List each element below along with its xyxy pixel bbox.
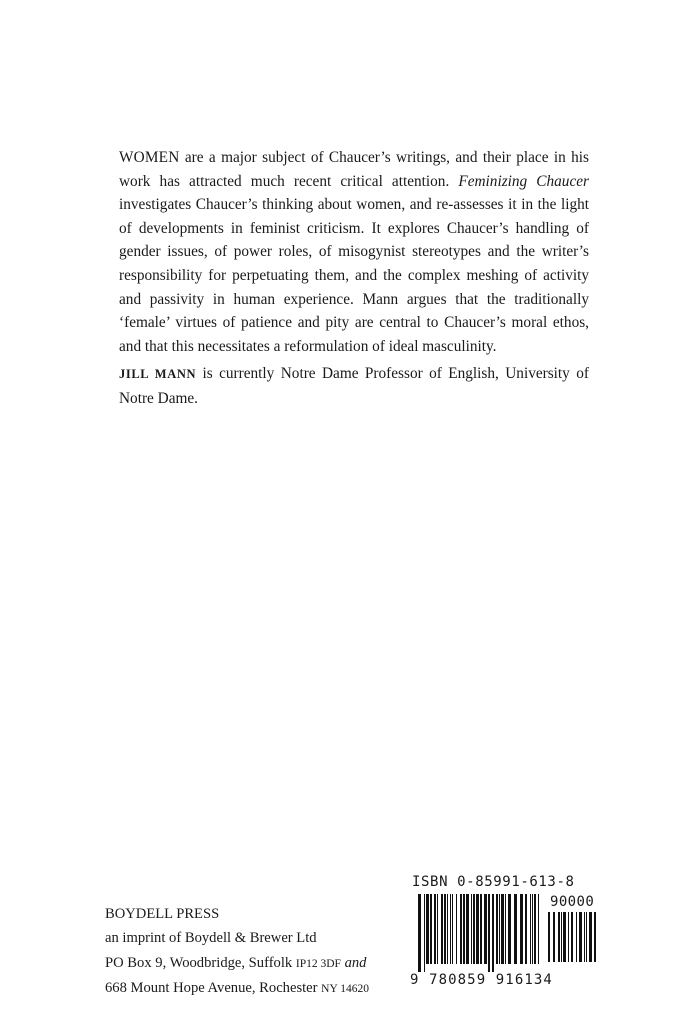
publisher-address-uk	[105, 951, 415, 976]
barcode-bar	[488, 894, 490, 972]
publisher-imprint: an imprint of Boydell & Brewer Ltd	[105, 930, 317, 947]
blurb-paragraph	[119, 146, 589, 358]
barcode-bar	[437, 894, 438, 964]
barcode-bar	[571, 912, 573, 962]
barcode-bar	[508, 894, 511, 964]
publisher-name: BOYDELL PRESS	[105, 906, 220, 922]
barcode-bar	[586, 912, 587, 962]
publisher-block	[105, 902, 415, 1001]
barcode-bar	[576, 912, 577, 962]
barcode-bar	[594, 912, 596, 962]
barcode-bar	[534, 894, 536, 964]
barcode-bar	[473, 894, 475, 964]
author-bio	[119, 362, 589, 410]
barcode-bar	[466, 894, 469, 964]
barcode-bar	[563, 912, 566, 962]
barcode-bar	[450, 894, 451, 964]
address-uk-main: PO Box 9, Woodbridge, Suffolk	[105, 954, 296, 971]
address-us-main: 668 Mount Hope Avenue, Rochester	[105, 979, 322, 996]
address-uk-postcode: IP12 3DF	[295, 957, 341, 970]
barcode-bar	[430, 894, 432, 964]
price-code-bars	[548, 912, 598, 970]
blurb-text-part-2: investigates Chaucer’s thinking about women, and re-assesses it in the light of developments in feminist criticism. It explores Chaucer’s handling of gender issues, of power roles, of misogynist stereotypes and the writer’s responsibility for perpetuating them, and the complex meshing of activity and passivity in human experience. Mann argues that the traditionally ‘female’ virtues of patience and pity are central to Chaucer’s moral ethos, and that this necessitates a reformulation of ideal masculinity.	[119, 196, 589, 355]
barcode-bar	[424, 894, 425, 972]
ean-barcode-bars	[418, 894, 540, 972]
barcode-bar	[584, 912, 585, 962]
barcode-bar	[441, 894, 443, 964]
barcode-bar	[492, 894, 494, 972]
barcode-bar	[525, 894, 527, 964]
barcode-bar	[434, 894, 436, 964]
barcode-bar	[538, 894, 539, 964]
barcode-bar	[496, 894, 498, 964]
blurb-lead-word: WOMEN	[119, 149, 180, 166]
author-name: JILL MANN	[119, 367, 197, 382]
barcode-bar	[520, 894, 523, 964]
address-us-postcode: NY 14620	[321, 982, 369, 995]
barcode-bar	[484, 894, 487, 964]
barcode-bar	[561, 912, 562, 962]
barcode-bar	[456, 894, 457, 964]
barcode-bar	[444, 894, 446, 964]
blurb-text-part-1: are a major subject of Chaucer’s writings, and their place in his work has attracted much recent critical attention.	[119, 149, 589, 190]
barcode-bar	[418, 894, 421, 972]
barcode-bar	[514, 894, 517, 964]
barcode-bar	[548, 912, 550, 962]
ean-digits: 9 780859 916134	[410, 972, 553, 988]
publisher-address-us	[105, 976, 415, 1001]
barcode-bar	[499, 894, 500, 964]
barcode-bar	[532, 894, 533, 964]
barcode-bar	[530, 894, 531, 964]
barcode-bar	[471, 894, 472, 964]
barcode-bar	[476, 894, 479, 964]
isbn-barcode	[404, 874, 604, 994]
barcode-bar	[568, 912, 569, 962]
barcode-bar	[505, 894, 506, 964]
back-cover-blurb	[119, 146, 589, 411]
author-bio-text: is currently Notre Dame Professor of English, University of Notre Dame.	[119, 365, 589, 407]
barcode-bar	[501, 894, 504, 964]
barcode-bar	[558, 912, 560, 962]
barcode-bar	[452, 894, 453, 964]
barcode-bar	[426, 894, 429, 964]
book-title: Feminizing Chaucer	[458, 172, 589, 190]
barcode-bar	[579, 912, 582, 962]
barcode-bar	[460, 894, 462, 964]
barcode-bar	[447, 894, 448, 964]
barcode-bar	[589, 912, 592, 962]
barcode-bar	[463, 894, 465, 964]
isbn-label: ISBN 0-85991-613-8	[412, 874, 575, 890]
price-code: 90000	[550, 894, 595, 910]
barcode-bar	[553, 912, 555, 962]
barcode-bar	[480, 894, 482, 964]
address-and: and	[340, 954, 367, 971]
